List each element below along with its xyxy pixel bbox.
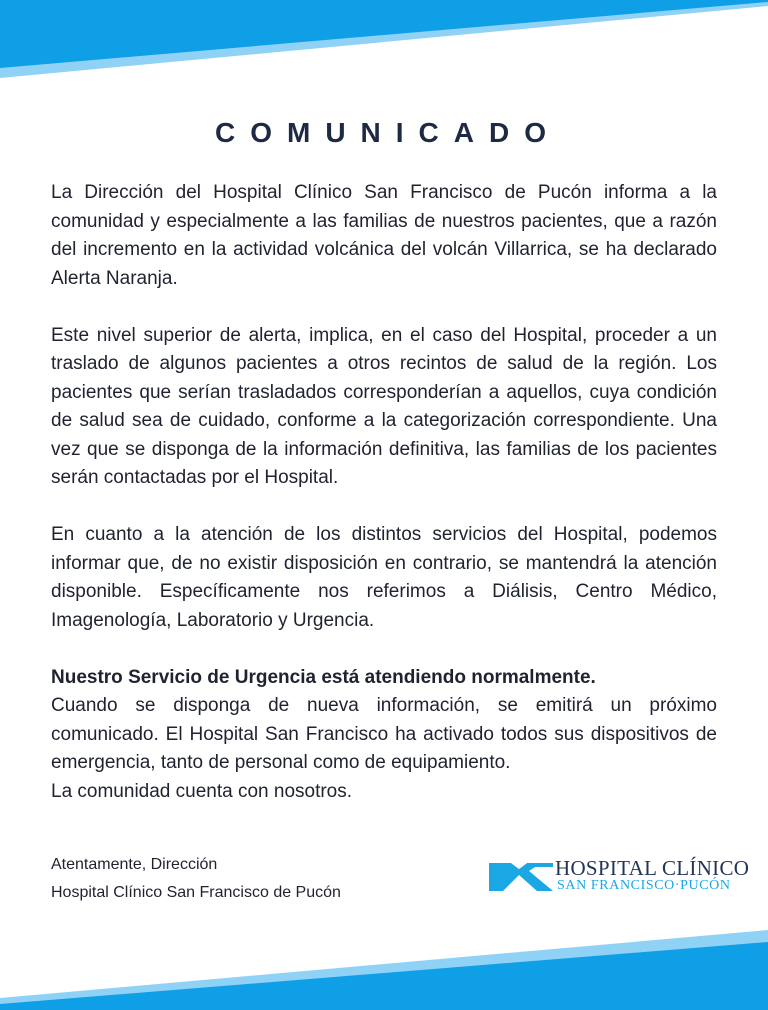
signature-block bbox=[51, 851, 341, 907]
logo-text-hospital: HOSPITAL CLÍNICO bbox=[555, 856, 750, 880]
emergency-status-heading: Nuestro Servicio de Urgencia está atendiendo normalmente. bbox=[51, 666, 596, 688]
hospital-logo bbox=[489, 853, 750, 897]
bottom-decorative-band bbox=[0, 920, 768, 1010]
page-title: COMUNICADO bbox=[215, 117, 561, 148]
logo-text-location: SAN FRANCISCO·PUCÓN bbox=[557, 878, 731, 893]
announcement-body bbox=[51, 179, 717, 806]
volcano-mountain-icon bbox=[489, 857, 553, 893]
emergency-info-text: Cuando se disponga de nueva información, se emitirá un próximo comunicado. El Hospital San Francisco ha activado todos sus dispositivos de emergencia, tanto de personal como de equipamiento. bbox=[51, 695, 717, 773]
signature-organization: Hospital Clínico San Francisco de Pucón bbox=[51, 884, 341, 901]
paragraph-emergency bbox=[51, 664, 717, 807]
paragraph-services: En cuanto a la atención de los distintos servicios del Hospital, podemos informar que, de no existir disposición en contrario, se mantendrá la atención disponible. Específicamente nos referimos a Diálisis, Centro Médico, Imagenología, Laboratorio y Urgencia. bbox=[51, 524, 717, 631]
signature-greeting: Atentamente, Dirección bbox=[51, 856, 218, 873]
closing-line: La comunidad cuenta con nosotros. bbox=[51, 780, 353, 802]
top-decorative-band bbox=[0, 0, 768, 90]
paragraph-alert: La Dirección del Hospital Clínico San Francisco de Pucón informa a la comunidad y especialmente a las familias de nuestros pacientes, que a razón del incremento en la actividad volcánica del volcán Villarrica, se ha declarado Alerta Naranja. bbox=[51, 182, 717, 289]
paragraph-transfer: Este nivel superior de alerta, implica, en el caso del Hospital, proceder a un traslado de algunos pacientes a otros recintos de salud de la región. Los pacientes que serían trasladados corresponderían a aquellos, cuya condición de salud sea de cuidado, conforme a la categorización correspondiente. Una vez que se disponga de la información definitiva, las familias de los pacientes serán contactadas por el Hospital. bbox=[51, 324, 717, 488]
